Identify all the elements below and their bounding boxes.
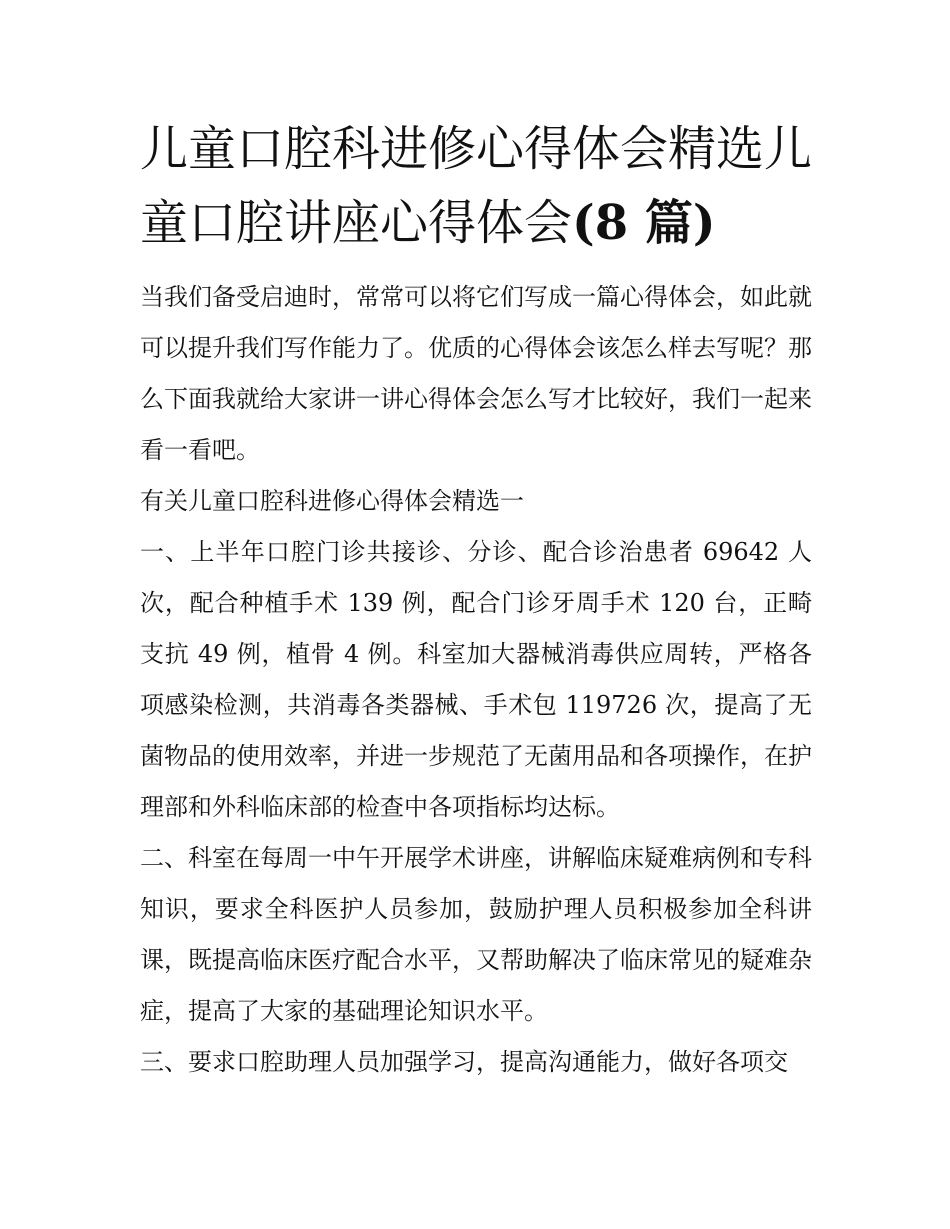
title-main: 儿童口腔科进修心得体会精选儿童口腔讲座心得体会: [140, 121, 813, 251]
title-suffix: (8 篇): [572, 195, 716, 251]
paragraph-intro: 当我们备受启迪时，常常可以将它们写成一篇心得体会，如此就可以提升我们写作能力了。优质的心得体会该怎么样去写呢？那么下面我就给大家讲一讲心得体会怎么写才比较好，我们一起来看一看吧。: [140, 283, 812, 464]
document-body: [140, 272, 812, 1088]
document-page: [140, 112, 812, 1088]
paragraph-item-2: 二、科室在每周一中午开展学术讲座，讲解临床疑难病例和专科知识，要求全科医护人员参加，鼓励护理人员积极参加全科讲课，既提高临床医疗配合水平，又帮助解决了临床常见的疑难杂症，提高了大家的基础理论知识水平。: [140, 844, 812, 1025]
document-title: [140, 112, 812, 260]
paragraph-heading: 有关儿童口腔科进修心得体会精选一: [140, 487, 524, 515]
paragraph-item-3: 三、要求口腔助理人员加强学习，提高沟通能力，做好各项交: [140, 1048, 788, 1076]
paragraph-item-1: 一、上半年口腔门诊共接诊、分诊、配合诊治患者 69642 人次，配合种植手术 139 例，配合门诊牙周手术 120 台，正畸支抗 49 例，植骨 4 例。科室加大器械消毒供应周转，严格各项感染检测，共消毒各类器械、手术包 119726 次，提高了无菌物品的使用效率，并进一步规范了无菌用品和各项操作，在护理部和外科临床部的检查中各项指标均达标。: [140, 538, 812, 821]
